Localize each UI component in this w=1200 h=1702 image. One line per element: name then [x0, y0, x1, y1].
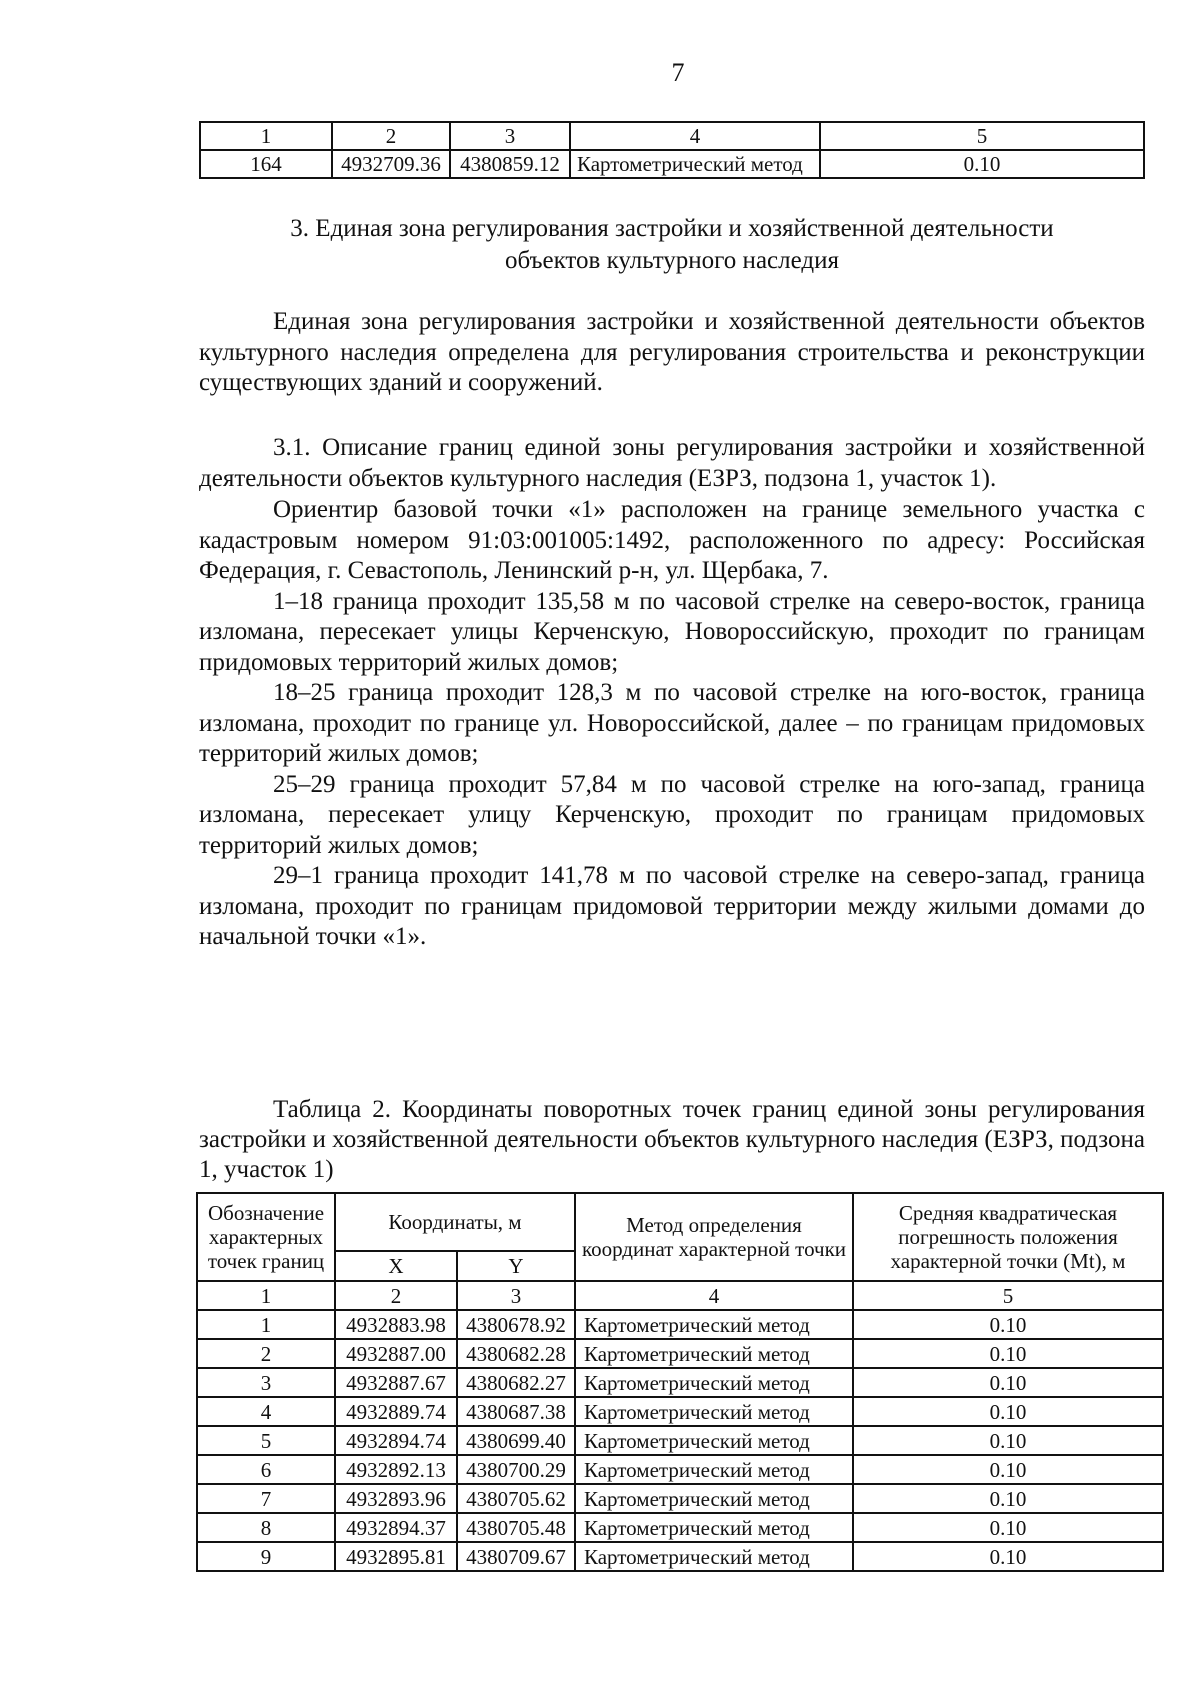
- table-cell: 6: [197, 1455, 335, 1484]
- table-cell: 5: [820, 122, 1144, 150]
- table-cell: 0.10: [853, 1455, 1163, 1484]
- table-cell: 8: [197, 1513, 335, 1542]
- table-cell: 4380705.48: [457, 1513, 575, 1542]
- header-y: Y: [457, 1251, 575, 1281]
- header-coordinates: Координаты, м: [335, 1193, 575, 1251]
- table-cell: 4380687.38: [457, 1397, 575, 1426]
- table-cell: 0.10: [820, 150, 1144, 178]
- table-cell: 1: [197, 1310, 335, 1339]
- paragraph: 18–25 граница проходит 128,3 м по часовой стрелке на юго-восток, граница изломана, проходит по границе ул. Новороссийской, далее – по границам придомовых территорий жилых домов;: [199, 679, 1145, 767]
- table-row: [197, 1310, 1163, 1339]
- table-cell: Картометрический метод: [575, 1397, 853, 1426]
- section-title: [199, 213, 1145, 277]
- table-cell: 4932892.13: [335, 1455, 457, 1484]
- table-cell: 1: [197, 1281, 335, 1310]
- table-cell: 0.10: [853, 1542, 1163, 1571]
- section-title-line: объектов культурного наследия: [505, 247, 839, 274]
- table-cell: 4380859.12: [450, 150, 570, 178]
- table-cell: Картометрический метод: [575, 1368, 853, 1397]
- table-cell: 4380699.40: [457, 1426, 575, 1455]
- table-cell: 4380700.29: [457, 1455, 575, 1484]
- table-header-row: [197, 1193, 1163, 1251]
- coordinates-table: [196, 1192, 1164, 1572]
- table-caption: [199, 1095, 1145, 1185]
- subsection-heading: 3.1. Описание границ единой зоны регулирования застройки и хозяйственной деятельности объектов культурного наследия (ЕЗРЗ, подзона 1, участок 1).: [199, 434, 1145, 492]
- header-method: Метод определения координат характерной точки: [575, 1193, 853, 1281]
- table-cell: 4380682.28: [457, 1339, 575, 1368]
- table-cell: Картометрический метод: [575, 1542, 853, 1571]
- table-cell: 0.10: [853, 1484, 1163, 1513]
- paragraph: Ориентир базовой точки «1» расположен на границе земельного участка с кадастровым номером 91:03:001005:1492, расположенного по адресу: Российская Федерация, г. Севастополь, Ленинский р-н, ул. Щербака, 7.: [199, 496, 1145, 584]
- table-cell: 4932883.98: [335, 1310, 457, 1339]
- description-block: [199, 433, 1145, 953]
- table-cell: Картометрический метод: [570, 150, 820, 178]
- table-cell: 4932889.74: [335, 1397, 457, 1426]
- table-cell: Картометрический метод: [575, 1484, 853, 1513]
- table-row: [197, 1542, 1163, 1571]
- table-cell: 3: [457, 1281, 575, 1310]
- table-cell: Картометрический метод: [575, 1513, 853, 1542]
- intro-paragraph-block: [199, 307, 1145, 399]
- intro-paragraph: Единая зона регулирования застройки и хозяйственной деятельности объектов культурного наследия определена для регулирования строительства и реконструкции существующих зданий и сооружений.: [199, 308, 1145, 396]
- table-row: [200, 150, 1144, 178]
- table-cell: Картометрический метод: [575, 1426, 853, 1455]
- table-cell: 0.10: [853, 1310, 1163, 1339]
- table-cell: 7: [197, 1484, 335, 1513]
- table-cell: 4932894.37: [335, 1513, 457, 1542]
- table-row: [197, 1426, 1163, 1455]
- table-cell: 164: [200, 150, 332, 178]
- column-number-row: [197, 1281, 1163, 1310]
- table-cell: 4932887.00: [335, 1339, 457, 1368]
- table-cell: 4932895.81: [335, 1542, 457, 1571]
- table-row: [197, 1513, 1163, 1542]
- table-cell: 2: [332, 122, 450, 150]
- table-cell: 4: [570, 122, 820, 150]
- table-cell: 5: [853, 1281, 1163, 1310]
- header-point-label: Обозначение характерных точек границ: [197, 1193, 335, 1281]
- paragraph: 25–29 граница проходит 57,84 м по часовой стрелке на юго-запад, граница изломана, пересекает улицу Керченскую, проходит по границам придомовых территорий жилых домов;: [199, 770, 1145, 859]
- table-caption-text: Таблица 2. Координаты поворотных точек границ единой зоны регулирования застройки и хозяйственной деятельности объектов культурного наследия (ЕЗРЗ, подзона 1, участок 1): [199, 1096, 1145, 1183]
- table-cell: 0.10: [853, 1397, 1163, 1426]
- table-cell: 0.10: [853, 1339, 1163, 1368]
- table-cell: 4: [197, 1397, 335, 1426]
- table-cell: 4: [575, 1281, 853, 1310]
- table-cell: 4380709.67: [457, 1542, 575, 1571]
- table-cell: 4380705.62: [457, 1484, 575, 1513]
- paragraph: 1–18 граница проходит 135,58 м по часовой стрелке на северо-восток, граница изломана, пересекает улицы Керченскую, Новороссийскую, проходит по границам придомовых территорий жилых домов;: [199, 587, 1145, 676]
- table-row: [197, 1339, 1163, 1368]
- table-cell: 3: [450, 122, 570, 150]
- header-error: Средняя квадратическая погрешность положения характерной точки (Mt), м: [853, 1193, 1163, 1281]
- table-row: [197, 1368, 1163, 1397]
- continuation-table-header: [200, 122, 1144, 150]
- table-row: [197, 1397, 1163, 1426]
- table-cell: 1: [200, 122, 332, 150]
- header-x: X: [335, 1251, 457, 1281]
- table-cell: 5: [197, 1426, 335, 1455]
- table-row: [197, 1484, 1163, 1513]
- table-cell: 4932893.96: [335, 1484, 457, 1513]
- table-cell: 3: [197, 1368, 335, 1397]
- paragraph: 29–1 граница проходит 141,78 м по часовой стрелке на северо-запад, граница изломана, проходит по границам придомовой территории между жилыми домами до начальной точки «1».: [199, 862, 1145, 950]
- table-cell: Картометрический метод: [575, 1455, 853, 1484]
- continuation-table: [199, 121, 1145, 179]
- page-number: 7: [671, 58, 685, 87]
- table-cell: Картометрический метод: [575, 1339, 853, 1368]
- table-cell: 2: [335, 1281, 457, 1310]
- table-cell: 4932894.74: [335, 1426, 457, 1455]
- table-cell: 4932709.36: [332, 150, 450, 178]
- table-cell: 0.10: [853, 1513, 1163, 1542]
- table-cell: 0.10: [853, 1368, 1163, 1397]
- table-cell: 4380682.27: [457, 1368, 575, 1397]
- table-cell: 2: [197, 1339, 335, 1368]
- table-cell: 4380678.92: [457, 1310, 575, 1339]
- table-cell: 9: [197, 1542, 335, 1571]
- table-cell: 4932887.67: [335, 1368, 457, 1397]
- table-cell: Картометрический метод: [575, 1310, 853, 1339]
- section-title-line: 3. Единая зона регулирования застройки и хозяйственной деятельности: [290, 215, 1054, 242]
- table-row: [197, 1455, 1163, 1484]
- table-cell: 0.10: [853, 1426, 1163, 1455]
